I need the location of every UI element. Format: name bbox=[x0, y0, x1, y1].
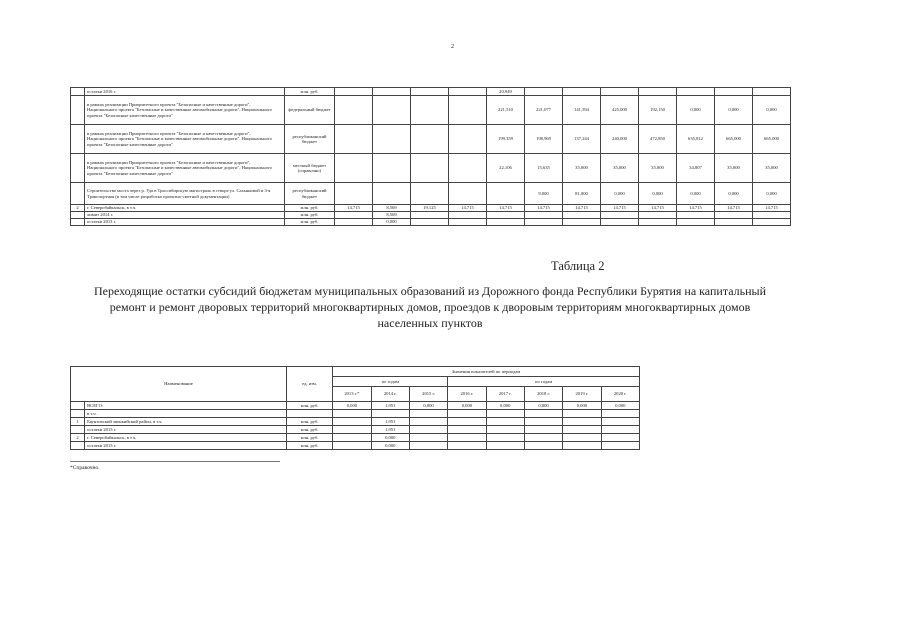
value-cell bbox=[335, 183, 373, 205]
value-cell bbox=[524, 426, 562, 434]
value-cell: 35,000 bbox=[715, 154, 753, 183]
row-unit: республиканский бюджет bbox=[285, 183, 335, 205]
row-number bbox=[71, 88, 85, 96]
value-cell: 665,000 bbox=[753, 125, 791, 154]
table-row bbox=[71, 402, 640, 410]
row-unit: млн. руб. bbox=[285, 219, 335, 226]
row-unit: млн. руб. bbox=[286, 426, 332, 434]
value-cell: 0,000 bbox=[715, 183, 753, 205]
row-name: в рамках реализации Приоритетного проекта "Безопасные и качественные дороги", Национального проекта "Безопасные и качественные автомобильные дороги", Национального проекта "Безопасные качественные дороги" bbox=[85, 96, 285, 125]
table-row bbox=[71, 426, 640, 434]
value-cell: 635,812 bbox=[677, 125, 715, 154]
value-cell bbox=[449, 183, 487, 205]
value-cell bbox=[677, 219, 715, 226]
value-cell: 472,850 bbox=[639, 125, 677, 154]
row-unit: федеральный бюджет bbox=[285, 96, 335, 125]
value-cell bbox=[486, 434, 524, 442]
value-cell: 14,715 bbox=[639, 205, 677, 212]
value-cell: 199,359 bbox=[487, 125, 525, 154]
table-row bbox=[71, 125, 791, 154]
row-unit bbox=[286, 410, 332, 418]
row-unit: млн. руб. bbox=[285, 205, 335, 212]
value-cell bbox=[449, 125, 487, 154]
value-cell: 0,000 bbox=[448, 402, 486, 410]
row-name: Строительство моста через р. Уда в Трассибирскую магистраль в створе ул. Сахьяновой и 3-я Транспортная (в том числе разработка проектно-сметной документации) bbox=[85, 183, 285, 205]
value-cell: 221,077 bbox=[525, 96, 563, 125]
row-number: 1 bbox=[71, 418, 85, 426]
value-cell: 221,510 bbox=[487, 96, 525, 125]
value-cell: 0,000 bbox=[601, 402, 639, 410]
value-cell bbox=[373, 125, 411, 154]
value-cell bbox=[448, 410, 486, 418]
value-cell: 0,000 bbox=[753, 96, 791, 125]
value-cell bbox=[487, 212, 525, 219]
value-cell: 0,000 bbox=[715, 96, 753, 125]
value-cell bbox=[486, 442, 524, 450]
value-cell: 141,394 bbox=[563, 96, 601, 125]
value-cell bbox=[487, 183, 525, 205]
value-cell bbox=[524, 418, 562, 426]
table-row bbox=[71, 219, 791, 226]
value-cell bbox=[449, 219, 487, 226]
continuation-table bbox=[70, 87, 791, 226]
value-cell bbox=[524, 442, 562, 450]
value-cell: 0,000 bbox=[371, 442, 409, 450]
value-cell bbox=[753, 212, 791, 219]
value-cell bbox=[409, 442, 447, 450]
header-values: Значения показателей по периодам bbox=[333, 367, 640, 377]
row-name: лимит 2014 г. bbox=[85, 212, 285, 219]
value-cell: 0,000 bbox=[333, 402, 371, 410]
row-unit: млн. руб. bbox=[286, 418, 332, 426]
value-cell bbox=[333, 426, 371, 434]
header-name: Наименование bbox=[71, 367, 287, 402]
value-cell bbox=[448, 442, 486, 450]
value-cell bbox=[639, 88, 677, 96]
header-fact: по годам bbox=[333, 377, 448, 387]
row-number: 2 bbox=[71, 434, 85, 442]
value-cell: 35,000 bbox=[601, 154, 639, 183]
value-cell: 0,000 bbox=[524, 402, 562, 410]
year-header: 2017 г. bbox=[486, 387, 524, 402]
value-cell: 14,715 bbox=[335, 205, 373, 212]
row-name: г. Северобайкальск, в т.ч. bbox=[85, 434, 287, 442]
value-cell: 0,000 bbox=[601, 183, 639, 205]
table-row bbox=[71, 205, 791, 212]
table-row bbox=[71, 96, 791, 125]
value-cell bbox=[486, 418, 524, 426]
value-cell: 14,715 bbox=[487, 205, 525, 212]
row-unit: млн. руб. bbox=[285, 212, 335, 219]
value-cell bbox=[411, 183, 449, 205]
value-cell: 192,150 bbox=[639, 96, 677, 125]
footnote: *Справочно. bbox=[70, 465, 100, 471]
row-number bbox=[71, 125, 85, 154]
value-cell: 137,244 bbox=[563, 125, 601, 154]
table-row bbox=[71, 212, 791, 219]
value-cell bbox=[563, 442, 601, 450]
value-cell: 1,951 bbox=[371, 418, 409, 426]
value-cell bbox=[563, 418, 601, 426]
value-cell bbox=[411, 212, 449, 219]
row-number bbox=[71, 96, 85, 125]
value-cell bbox=[335, 154, 373, 183]
value-cell bbox=[449, 212, 487, 219]
value-cell bbox=[753, 219, 791, 226]
value-cell bbox=[715, 88, 753, 96]
value-cell bbox=[373, 154, 411, 183]
value-cell: 0,000 bbox=[753, 183, 791, 205]
value-cell bbox=[409, 434, 447, 442]
value-cell bbox=[715, 212, 753, 219]
value-cell bbox=[411, 96, 449, 125]
value-cell: 14,715 bbox=[601, 205, 639, 212]
value-cell: 14,715 bbox=[677, 205, 715, 212]
value-cell: 35,000 bbox=[563, 154, 601, 183]
value-cell bbox=[601, 434, 639, 442]
table-row bbox=[71, 410, 640, 418]
year-header: 2015 г. bbox=[409, 387, 447, 402]
row-number bbox=[71, 410, 85, 418]
row-number bbox=[71, 219, 85, 226]
value-cell: 35,000 bbox=[639, 154, 677, 183]
table-row bbox=[71, 442, 640, 450]
year-header: 2016 г. bbox=[448, 387, 486, 402]
table-row bbox=[71, 434, 640, 442]
year-header: 2020 г. bbox=[601, 387, 639, 402]
value-cell bbox=[601, 219, 639, 226]
header-unit: ед. изм. bbox=[286, 367, 332, 402]
balances-table bbox=[70, 366, 640, 450]
row-name: в рамках реализации Приоритетного проекта "Безопасные и качественные дороги", Национального проекта "Безопасные и качественные автомобильные дороги", Национального проекта "Безопасные качественные дороги" bbox=[85, 154, 285, 183]
value-cell bbox=[333, 442, 371, 450]
value-cell bbox=[563, 219, 601, 226]
row-number bbox=[71, 212, 85, 219]
value-cell: 0,000 bbox=[677, 96, 715, 125]
value-cell bbox=[335, 125, 373, 154]
value-cell bbox=[411, 125, 449, 154]
row-number bbox=[71, 442, 85, 450]
value-cell bbox=[448, 434, 486, 442]
value-cell: 1,951 bbox=[371, 402, 409, 410]
value-cell bbox=[449, 96, 487, 125]
row-unit: местный бюджет (справочно) bbox=[285, 154, 335, 183]
value-cell: 0,000 bbox=[371, 434, 409, 442]
page-number: 2 bbox=[451, 44, 454, 50]
value-cell bbox=[373, 88, 411, 96]
value-cell: 8,569 bbox=[373, 212, 411, 219]
value-cell bbox=[753, 88, 791, 96]
value-cell bbox=[411, 154, 449, 183]
value-cell: 35,000 bbox=[753, 154, 791, 183]
value-cell: 20,949 bbox=[487, 88, 525, 96]
value-cell bbox=[563, 410, 601, 418]
row-name: Баунтовский эвенкийский район, в т.ч. bbox=[85, 418, 287, 426]
table-row bbox=[71, 418, 640, 426]
value-cell bbox=[601, 410, 639, 418]
value-cell bbox=[448, 426, 486, 434]
value-cell bbox=[601, 88, 639, 96]
value-cell bbox=[563, 426, 601, 434]
value-cell: 0,000 bbox=[486, 402, 524, 410]
value-cell bbox=[601, 426, 639, 434]
row-number bbox=[71, 154, 85, 183]
table-row bbox=[71, 88, 791, 96]
year-header: 2013 г.* bbox=[333, 387, 371, 402]
value-cell bbox=[335, 219, 373, 226]
value-cell bbox=[448, 418, 486, 426]
value-cell bbox=[601, 212, 639, 219]
value-cell: 14,715 bbox=[563, 205, 601, 212]
value-cell bbox=[677, 88, 715, 96]
row-name: остатки 2013 г. bbox=[85, 426, 287, 434]
table-row bbox=[71, 154, 791, 183]
row-name: г. Северобайкальск, в т.ч. bbox=[85, 205, 285, 212]
value-cell: 14,715 bbox=[715, 205, 753, 212]
value-cell: 34,807 bbox=[677, 154, 715, 183]
value-cell: 0,000 bbox=[639, 183, 677, 205]
value-cell: 425,000 bbox=[601, 96, 639, 125]
row-name: ВСЕГО: bbox=[85, 402, 287, 410]
year-header: 2019 г. bbox=[563, 387, 601, 402]
value-cell bbox=[563, 88, 601, 96]
value-cell bbox=[335, 212, 373, 219]
year-header: 2014 г. bbox=[371, 387, 409, 402]
value-cell bbox=[601, 442, 639, 450]
value-cell bbox=[639, 219, 677, 226]
value-cell: 0,000 bbox=[563, 402, 601, 410]
value-cell: 198,969 bbox=[525, 125, 563, 154]
value-cell bbox=[409, 426, 447, 434]
table-heading: Переходящие остатки субсидий бюджетам муниципальных образований из Дорожного фонда Республики Бурятия на капитальный ремонт и ремонт дворовых территорий многоквартирных домов, проездов к дворовым территориям многоквартирных домов населенных пунктов bbox=[93, 284, 767, 330]
value-cell: 1,951 bbox=[371, 426, 409, 434]
value-cell: 14,715 bbox=[449, 205, 487, 212]
row-name: в рамках реализации Приоритетного проекта "Безопасные и качественные дороги", Национального проекта "Безопасные и качественные автомобильные дороги", Национального проекта "Безопасные качественные дороги" bbox=[85, 125, 285, 154]
table-label: Таблица 2 bbox=[551, 259, 605, 273]
value-cell bbox=[715, 219, 753, 226]
value-cell bbox=[333, 434, 371, 442]
value-cell bbox=[371, 410, 409, 418]
value-cell: 14,715 bbox=[525, 205, 563, 212]
row-number bbox=[71, 183, 85, 205]
row-unit: млн. руб. bbox=[286, 442, 332, 450]
row-name: остатки 2016 г. bbox=[85, 88, 285, 96]
row-number: 2 bbox=[71, 205, 85, 212]
value-cell bbox=[524, 410, 562, 418]
row-number bbox=[71, 426, 85, 434]
value-cell: 15,635 bbox=[525, 154, 563, 183]
row-unit: млн. руб. bbox=[286, 402, 332, 410]
row-name: в т.ч. bbox=[85, 410, 287, 418]
value-cell: 9,000 bbox=[525, 183, 563, 205]
value-cell bbox=[449, 88, 487, 96]
value-cell bbox=[409, 410, 447, 418]
value-cell: 240,000 bbox=[601, 125, 639, 154]
value-cell bbox=[333, 418, 371, 426]
value-cell: 0,000 bbox=[677, 183, 715, 205]
value-cell: 19,125 bbox=[411, 205, 449, 212]
value-cell bbox=[563, 434, 601, 442]
value-cell bbox=[333, 410, 371, 418]
value-cell bbox=[373, 96, 411, 125]
value-cell bbox=[486, 426, 524, 434]
value-cell bbox=[563, 212, 601, 219]
row-name: остатки 2013 г. bbox=[85, 219, 285, 226]
year-header: 2018 г. bbox=[524, 387, 562, 402]
value-cell: 0,000 bbox=[409, 402, 447, 410]
value-cell bbox=[335, 88, 373, 96]
value-cell bbox=[525, 212, 563, 219]
value-cell bbox=[525, 219, 563, 226]
value-cell bbox=[486, 410, 524, 418]
value-cell: 22,106 bbox=[487, 154, 525, 183]
row-number bbox=[71, 402, 85, 410]
value-cell bbox=[449, 154, 487, 183]
row-unit: млн. руб. bbox=[285, 88, 335, 96]
value-cell bbox=[601, 418, 639, 426]
row-unit: республиканский бюджет bbox=[285, 125, 335, 154]
value-cell: 665,000 bbox=[715, 125, 753, 154]
value-cell bbox=[677, 212, 715, 219]
value-cell: 0,000 bbox=[373, 219, 411, 226]
value-cell bbox=[411, 219, 449, 226]
value-cell bbox=[409, 418, 447, 426]
value-cell bbox=[373, 183, 411, 205]
value-cell: 81,000 bbox=[563, 183, 601, 205]
value-cell bbox=[411, 88, 449, 96]
row-unit: млн. руб. bbox=[286, 434, 332, 442]
footnote-divider bbox=[70, 461, 280, 462]
row-name: остатки 2013 г. bbox=[85, 442, 287, 450]
value-cell bbox=[524, 434, 562, 442]
value-cell: 8,569 bbox=[373, 205, 411, 212]
value-cell bbox=[525, 88, 563, 96]
value-cell bbox=[487, 219, 525, 226]
value-cell: 14,715 bbox=[753, 205, 791, 212]
value-cell bbox=[335, 96, 373, 125]
header-plan: по годам bbox=[448, 377, 640, 387]
table-row bbox=[71, 183, 791, 205]
value-cell bbox=[639, 212, 677, 219]
